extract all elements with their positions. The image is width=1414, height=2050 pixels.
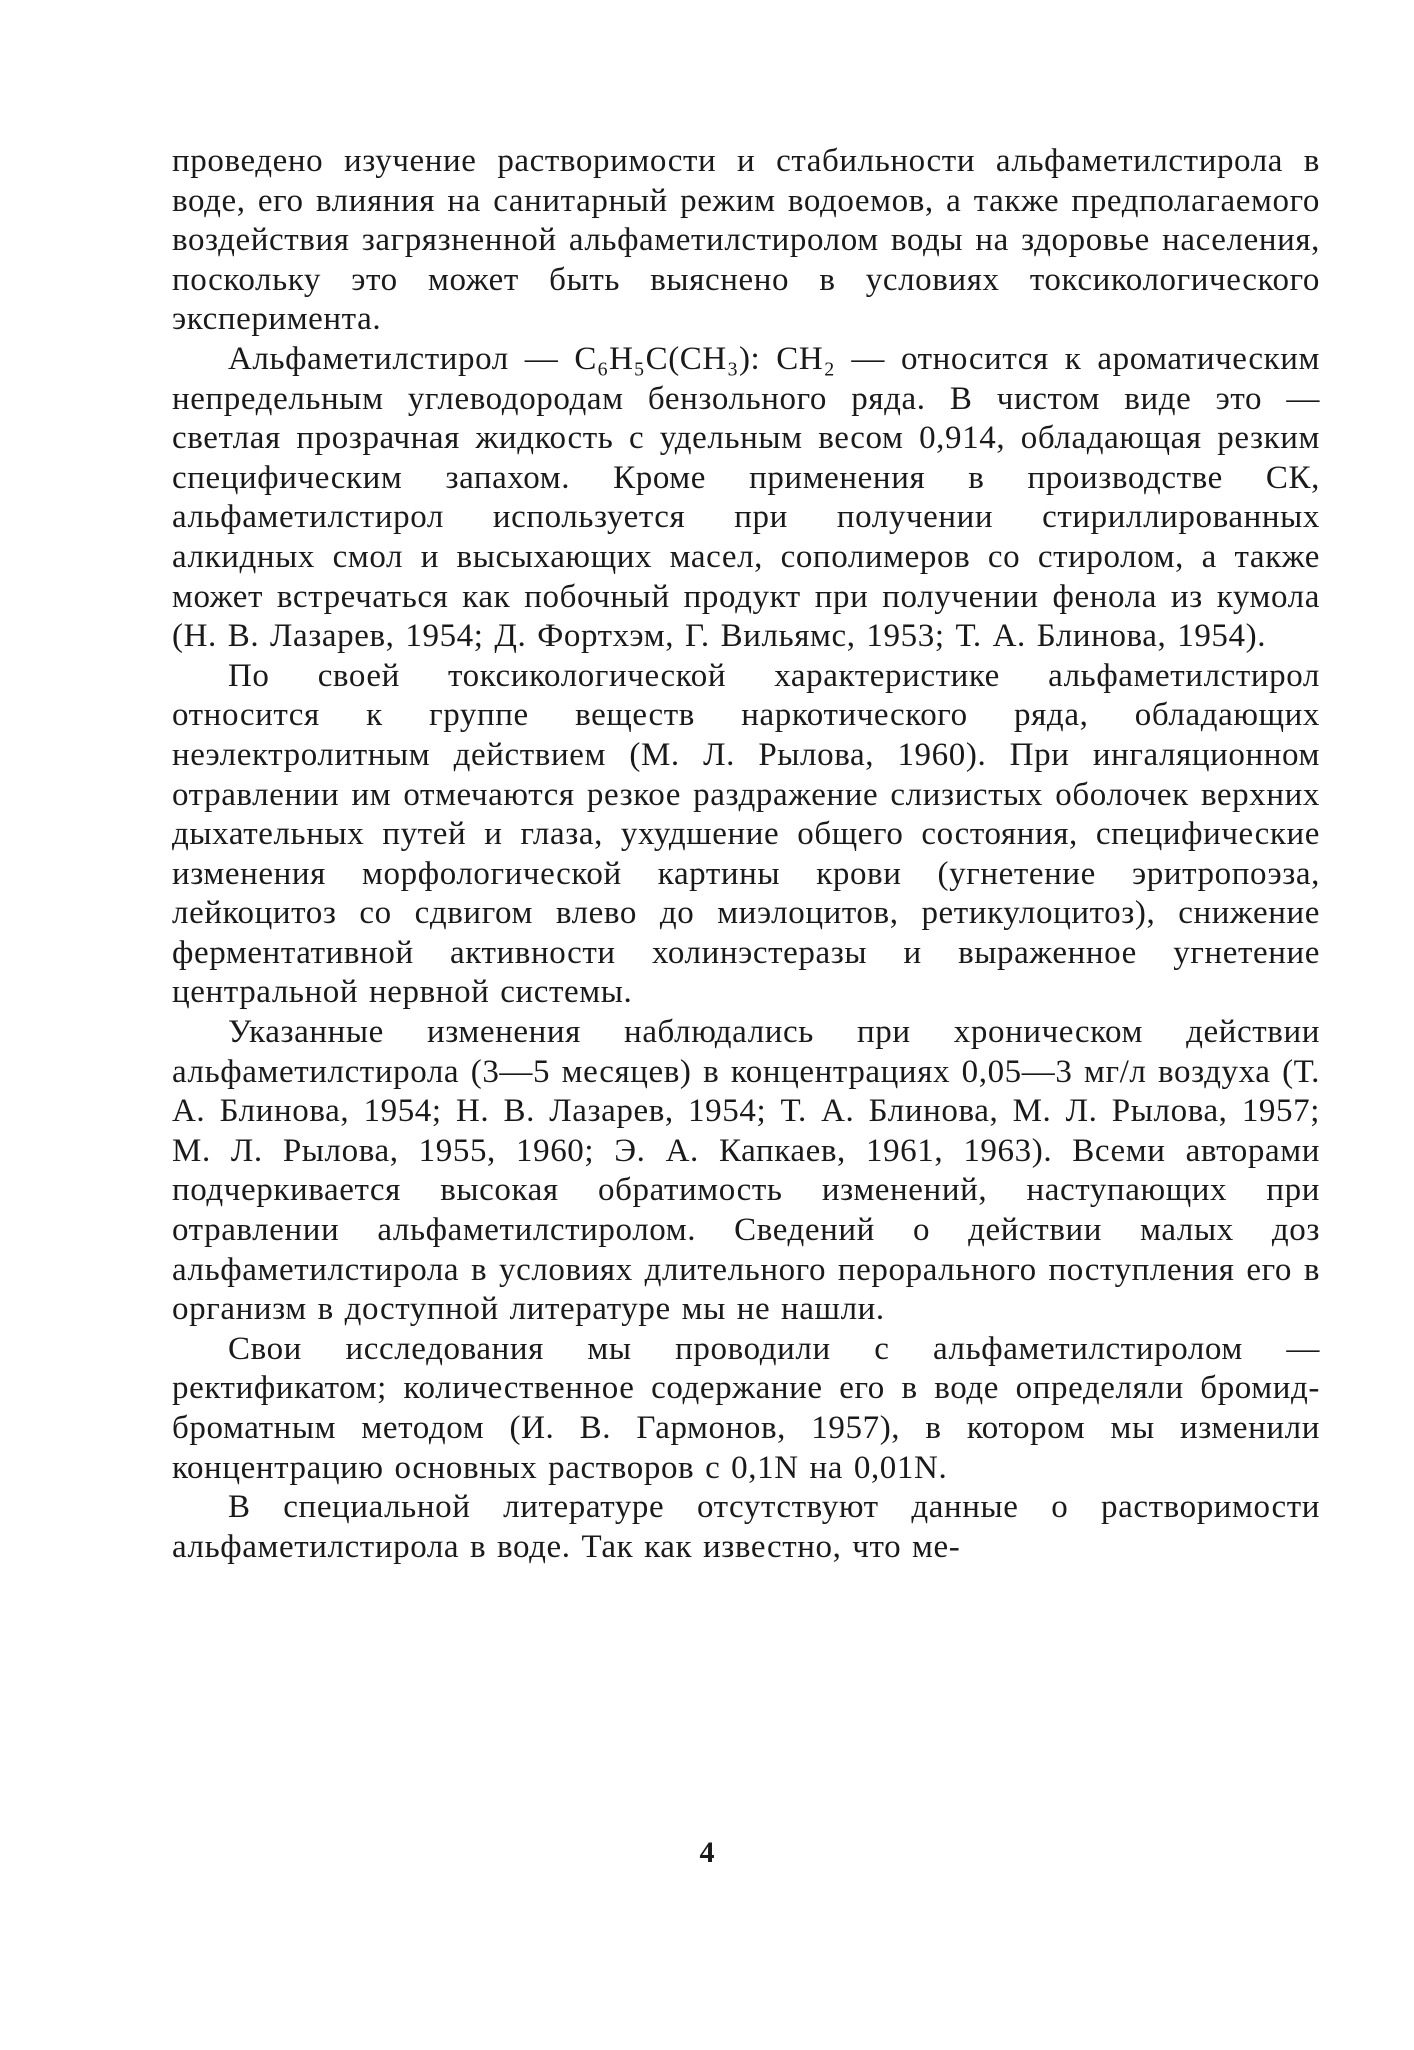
paragraph-2: Альфаметилстирол — C₆H₅C(CH₃): CH₂ — относится к ароматическим непредельным углеводородам бензольного ряда. В чистом виде это — светлая прозрачная жидкость с удельным весом 0,914, обладающая резким специфическим запахом. Кроме применения в производстве СК, альфаметилстирол используется при получении стириллированных алкидных смол и высыхающих масел, сополимеров со стиролом, а также может встречаться как побочный продукт при получении фенола из кумола (Н. В. Лазарев, 1954; Д. Фортхэм, Г. Вильямс, 1953; Т. А. Блинова, 1954). — [172, 340, 1320, 655]
page-number: 4 — [699, 1836, 715, 1869]
paragraph-5: Свои исследования мы проводили с альфаметилстиролом — ректификатом; количественное содержание его в воде определяли бромид-броматным методом (И. В. Гармонов, 1957), в котором мы изменили концентрацию основных растворов с 0,1N на 0,01N. — [172, 1330, 1320, 1486]
page-body — [172, 142, 1320, 1567]
paragraph-3: По своей токсикологической характеристике альфаметилстирол относится к группе веществ наркотического ряда, обладающих неэлектролитным действием (М. Л. Рылова, 1960). При ингаляционном отравлении им отмечаются резкое раздражение слизистых оболочек верхних дыхательных путей и глаза, ухудшение общего состояния, специфические изменения морфологической картины крови (угнетение эритропоэза, лейкоцитоз со сдвигом влево до миэлоцитов, ретикулоцитоз), снижение ферментативной активности холинэстеразы и выраженное угнетение центральной нервной системы. — [172, 657, 1320, 1011]
paragraph-1: проведено изучение растворимости и стабильности альфаметилстирола в воде, его влияния на санитарный режим водоемов, а также предполагаемого воздействия загрязненной альфаметилстиролом воды на здоровье населения, поскольку это может быть выяснено в условиях токсикологического эксперимента. — [172, 143, 1320, 338]
paragraph-6: В специальной литературе отсутствуют данные о растворимости альфаметилстирола в воде. Так как известно, что ме- — [172, 1489, 1320, 1565]
paragraph-4: Указанные изменения наблюдались при хроническом действии альфаметилстирола (3—5 месяцев) в концентрациях 0,05—3 мг/л воздуха (Т. А. Блинова, 1954; Н. В. Лазарев, 1954; Т. А. Блинова, М. Л. Рылова, 1957; М. Л. Рылова, 1955, 1960; Э. А. Капкаев, 1961, 1963). Всеми авторами подчеркивается высокая обратимость изменений, наступающих при отравлении альфаметилстиролом. Сведений о действии малых доз альфаметилстирола в условиях длительного перорального поступления его в организм в доступной литературе мы не нашли. — [172, 1014, 1320, 1328]
